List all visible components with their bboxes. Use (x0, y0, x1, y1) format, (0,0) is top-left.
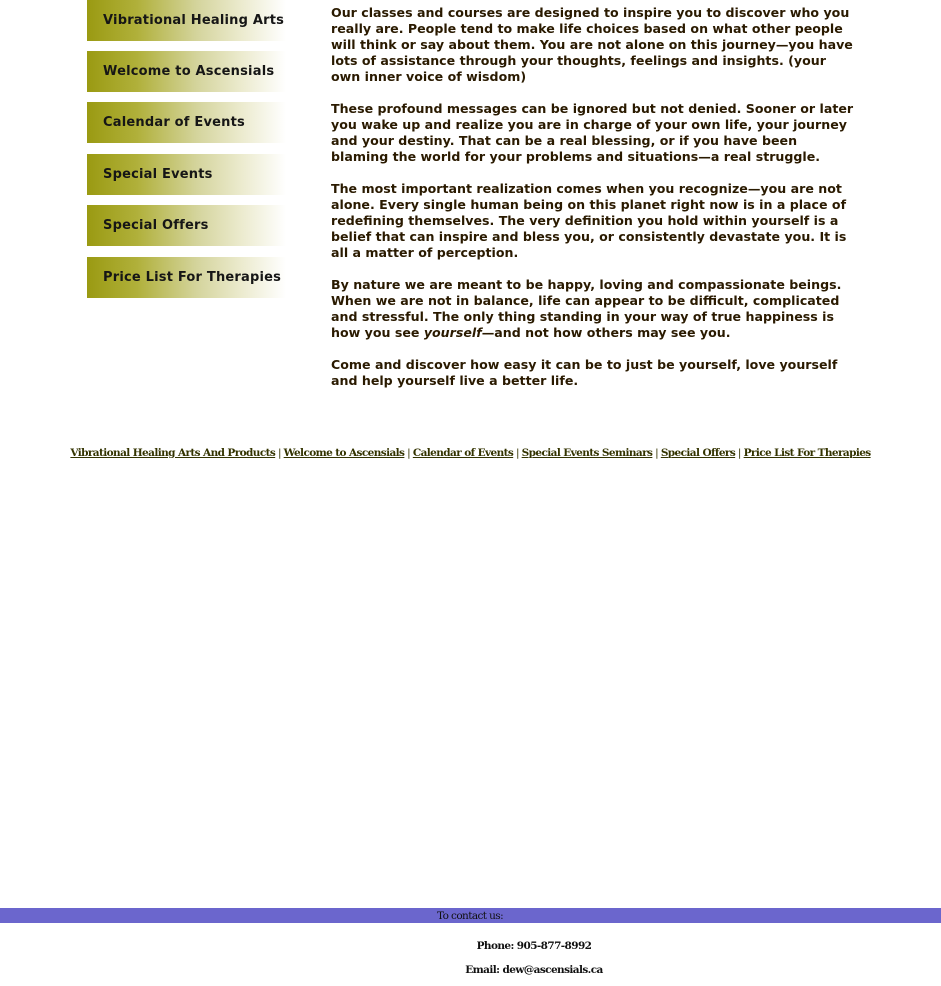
footer-separator: | (407, 447, 411, 459)
footer-link-calendar[interactable]: Calendar of Events (412, 447, 514, 459)
footer-link-vibrational-healing[interactable]: Vibrational Healing Arts And Products (70, 447, 276, 459)
footer-link-price-list[interactable]: Price List For Therapies (743, 447, 871, 459)
paragraph-messages: These profound messages can be ignored but not denied. Sooner or later you wake up and realize you are in charge of your own life, your journey and your destiny. That can be a real blessing, or if you have been blaming the world for your problems and situations—a real struggle. (331, 101, 854, 164)
footer-link-row (0, 447, 941, 459)
nav-calendar-of-events[interactable]: Calendar of Events (87, 102, 286, 143)
nav-welcome-to-ascensials[interactable]: Welcome to Ascensials (87, 51, 286, 92)
nav-special-events[interactable]: Special Events (87, 154, 286, 195)
contact-phone: Phone: 905-877-8992 (476, 940, 592, 952)
nav-vibrational-healing-arts[interactable]: Vibrational Healing Arts (87, 0, 286, 41)
paragraph-realization: The most important realization comes when you recognize—you are not alone. Every single human being on this planet right now is in a place of redefining themselves. The very definition you hold within yourself is a belief that can inspire and bless you, or consistently devastate you. It is all a matter of perception. (331, 181, 847, 260)
nav-special-offers[interactable]: Special Offers (87, 205, 286, 246)
footer-separator: | (277, 447, 281, 459)
footer-separator: | (737, 447, 741, 459)
contact-label: To contact us: (437, 910, 504, 922)
footer-link-special-offers[interactable]: Special Offers (660, 447, 736, 459)
nav-price-list-for-therapies[interactable]: Price List For Therapies (87, 257, 286, 298)
paragraph-nature-emphasis: yourself (423, 325, 482, 340)
footer-separator: | (655, 447, 659, 459)
paragraph-intro: Our classes and courses are designed to inspire you to discover who you really are. People tend to make life choices based on what other people will think or say about them. You are not alone on this journey—you have lots of assistance through your thoughts, feelings and insights. (your own inner voice of wisdom) (331, 5, 853, 84)
footer-link-welcome[interactable]: Welcome to Ascensials (283, 447, 405, 459)
main-content (331, 5, 856, 405)
paragraph-nature (331, 277, 856, 341)
paragraph-nature-tail: —and not how others may see you. (481, 325, 731, 340)
footer-separator: | (515, 447, 519, 459)
paragraph-nature-text: By nature we are meant to be happy, loving and compassionate beings. When we are not in balance, life can appear to be difficult, complicated and stressful. The only thing standing in your way of true happiness is how you see (331, 277, 842, 340)
paragraph-invitation: Come and discover how easy it can be to just be yourself, love yourself and help yourself live a better life. (331, 357, 838, 388)
contact-email[interactable]: Email: dew@ascensials.ca (465, 964, 603, 976)
footer-link-special-events[interactable]: Special Events Seminars (521, 447, 653, 459)
